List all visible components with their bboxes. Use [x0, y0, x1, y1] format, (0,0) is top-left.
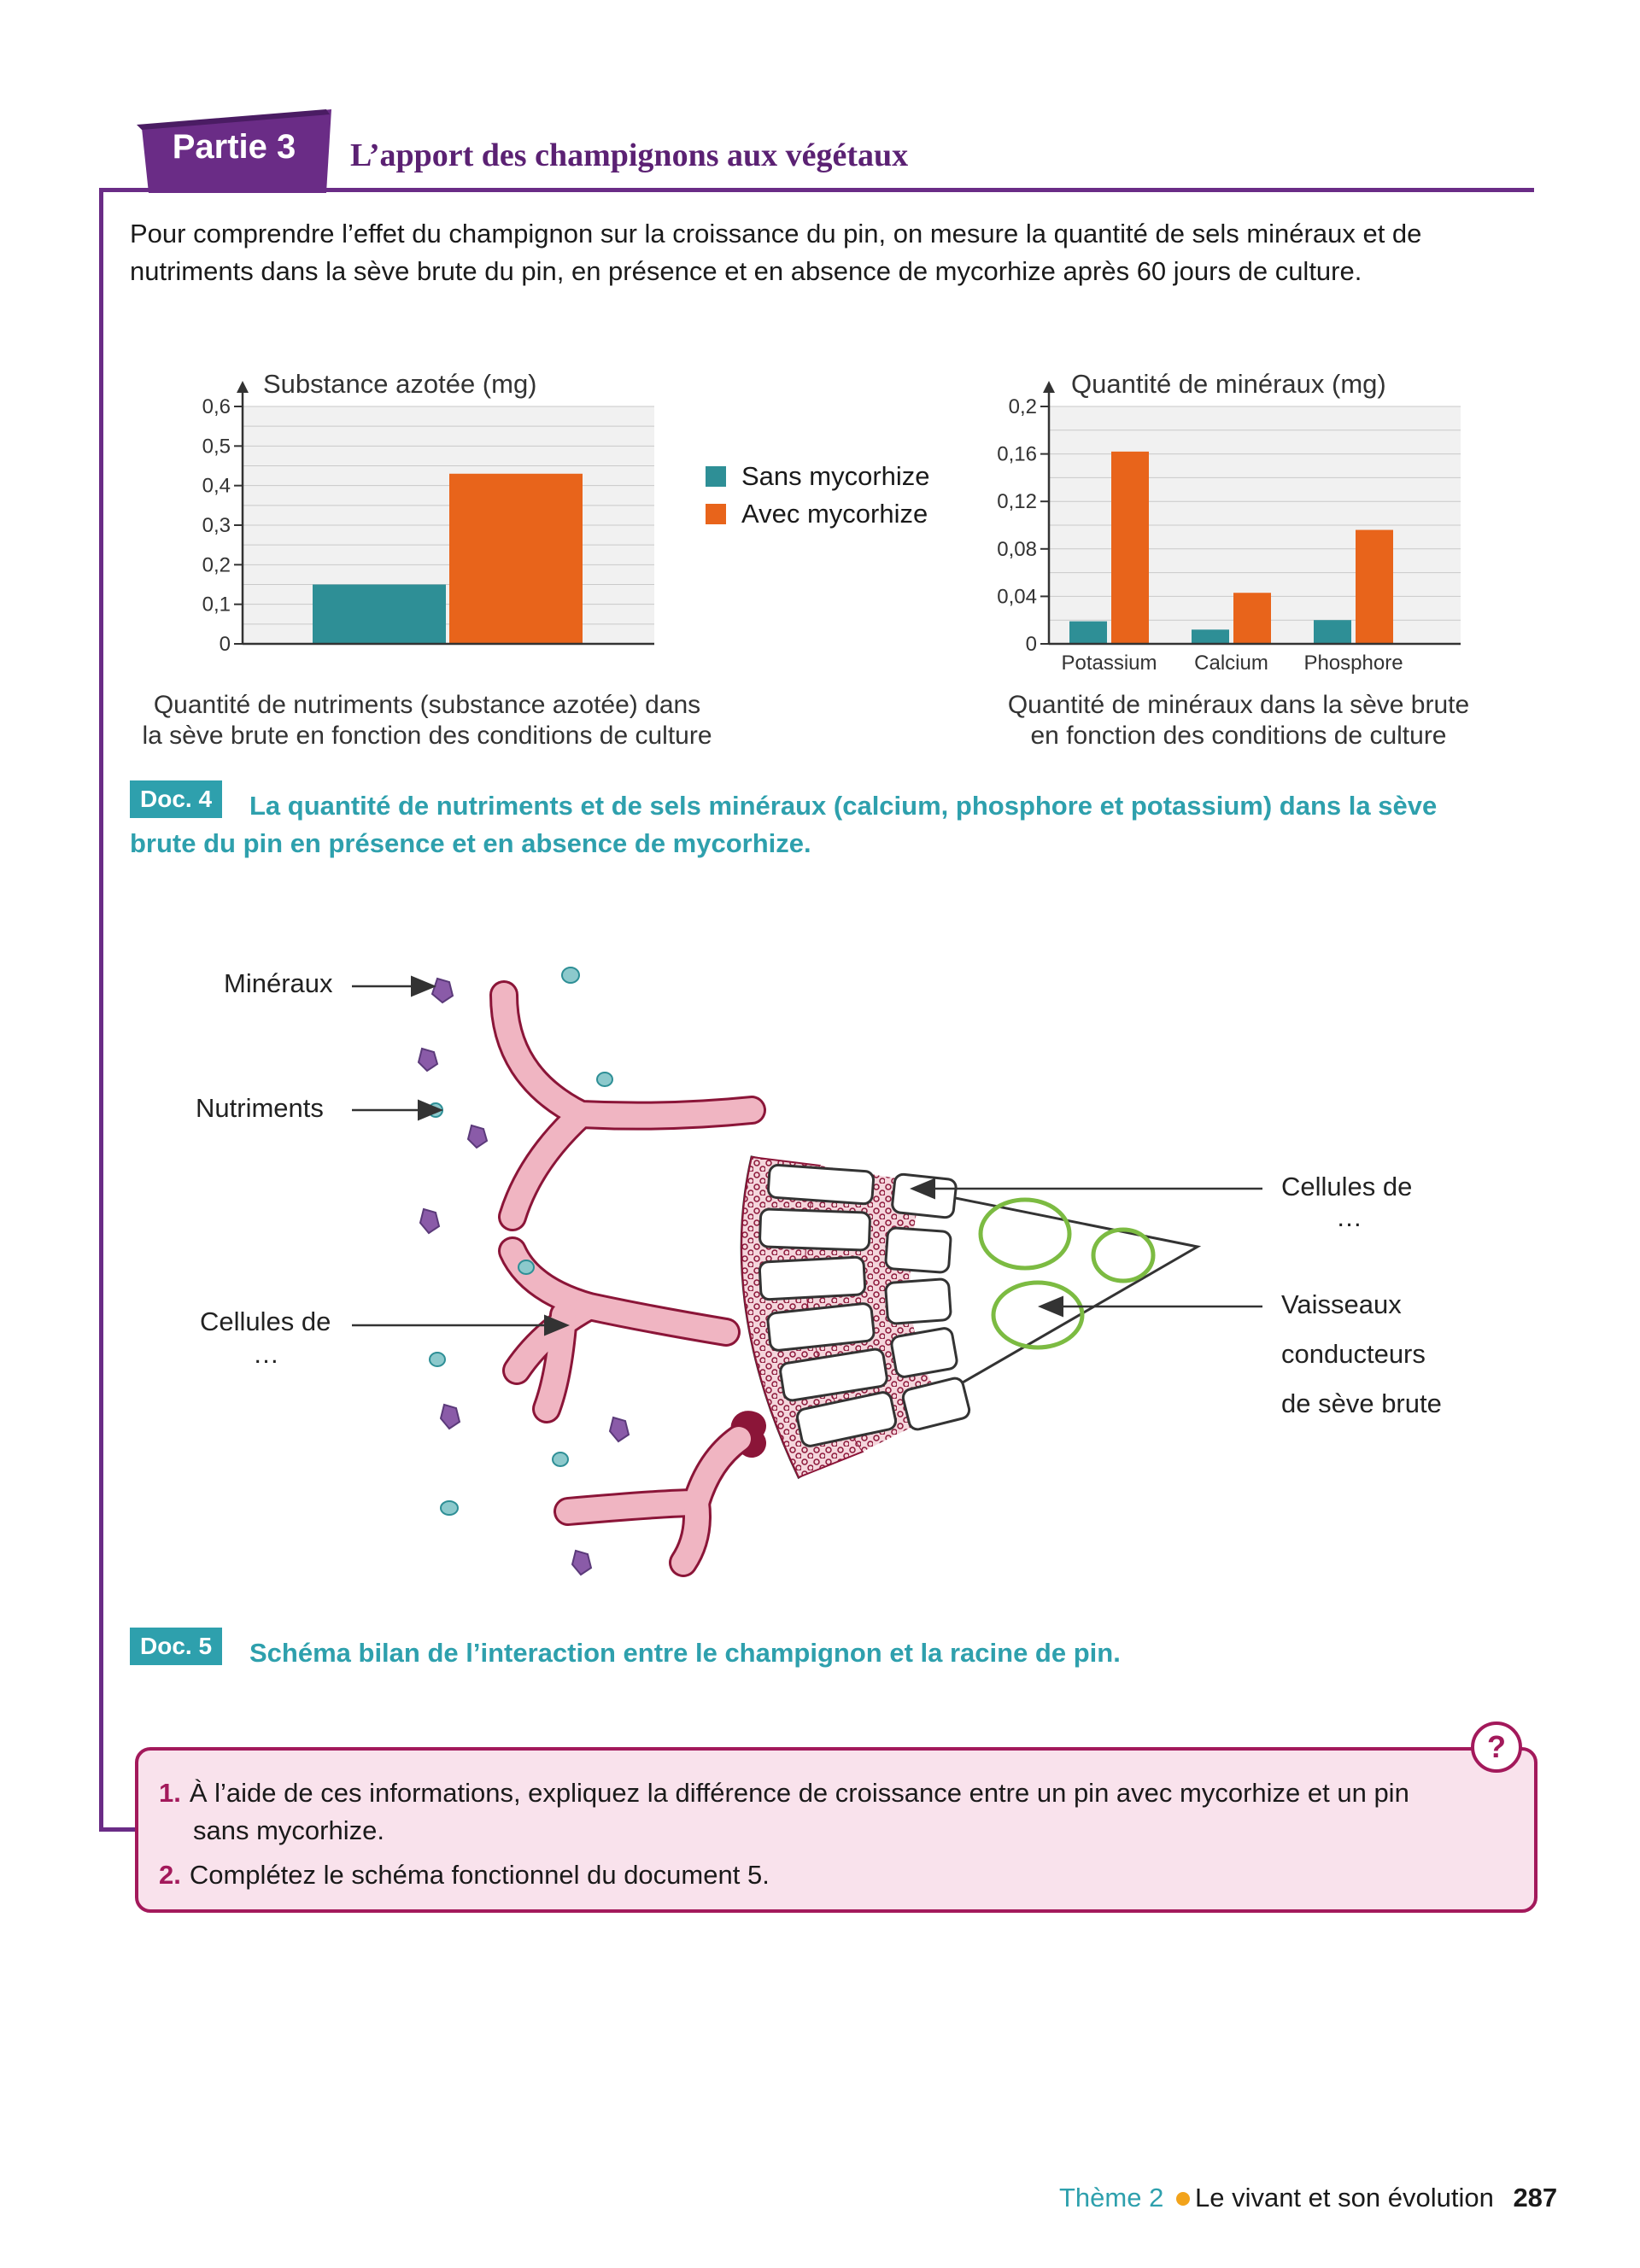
intro-paragraph: Pour comprendre l’effet du champignon sur la croissance du pin, on mesure la quantité de sels minéraux et de nutriments dans la sève brute du pin, en présence et en absence de mycorhize après 60 jours de culture.	[130, 219, 1422, 286]
ytick-label: 0	[1025, 633, 1037, 656]
part-label: Partie 3	[172, 128, 296, 166]
nutrient-particles	[429, 967, 612, 1515]
bar	[1069, 622, 1107, 644]
doc4-caption-line1: La quantité de nutriments et de sels minéraux (calcium, phosphore et potassium) dans la sève	[249, 791, 1438, 821]
ytick-label: 0,16	[997, 442, 1037, 466]
question-help-icon: ?	[1471, 1721, 1522, 1773]
label-nutrients: Nutriments	[196, 1093, 324, 1123]
chart-minerals-caption	[974, 690, 1503, 751]
ytick-label: 0,04	[997, 585, 1037, 609]
chart-minerals-categories	[1061, 652, 1403, 675]
question-1-line1: À l’aide de ces informations, expliquez la différence de croissance entre un pin avec mycorhize et un pin	[189, 1778, 1409, 1808]
chart-minerals-caption-line2: en fonction des conditions de culture	[1030, 722, 1447, 750]
question-2	[159, 1856, 1508, 1894]
chart-minerals	[974, 359, 1486, 675]
legend-label-avec: Avec mycorhize	[741, 499, 928, 529]
ytick-label: 0,6	[202, 395, 231, 418]
category-label: Calcium	[1194, 652, 1268, 675]
chart-minerals-ylabel: Quantité de minéraux (mg)	[1071, 369, 1386, 399]
question-1-line2: sans mycorhize.	[193, 1815, 384, 1845]
label-cells-left-1: Cellules de	[200, 1306, 331, 1336]
doc5-caption: Schéma bilan de l’interaction entre le champignon et la racine de pin.	[249, 1638, 1121, 1668]
doc4-tag: Doc. 4	[130, 780, 222, 818]
question-1	[159, 1774, 1508, 1812]
footer-page-number: 287	[1513, 2183, 1558, 2212]
question-2-number: 2.	[159, 1860, 181, 1890]
label-vessels-3: de sève brute	[1281, 1388, 1442, 1418]
label-vessels-2: conducteurs	[1281, 1339, 1426, 1369]
legend-label-sans: Sans mycorhize	[741, 461, 930, 491]
chart-nutrients	[171, 359, 666, 675]
conducting-vessels	[981, 1200, 1153, 1347]
chart-nutrients-ticks	[202, 395, 243, 656]
bar	[449, 474, 583, 644]
question-1-number: 1.	[159, 1778, 181, 1808]
chart-nutrients-caption-line1: Quantité de nutriments (substance azotée) dans	[153, 691, 701, 719]
chart-minerals-ticks	[997, 395, 1049, 656]
chart-nutrients-caption-line2: la sève brute en fonction des conditions de culture	[142, 722, 712, 750]
legend-item-avec	[706, 495, 930, 533]
ytick-label: 0,4	[202, 474, 231, 498]
label-cells-right-2: …	[1336, 1202, 1362, 1232]
category-label: Phosphore	[1303, 652, 1403, 675]
bar	[1111, 452, 1149, 644]
ytick-label: 0,3	[202, 514, 231, 537]
ytick-label: 0,2	[202, 553, 231, 577]
ytick-label: 0,12	[997, 490, 1037, 514]
ytick-label: 0,2	[1008, 395, 1037, 418]
legend-swatch-avec	[706, 504, 726, 524]
chart-nutrients-grid	[243, 406, 654, 644]
label-vessels-1: Vaisseaux	[1281, 1289, 1402, 1319]
fungal-hyphae	[504, 995, 752, 1563]
footer-theme: Thème 2	[1059, 2183, 1164, 2212]
footer-dot-icon	[1176, 2192, 1190, 2206]
frame-bottom-rule	[99, 1827, 140, 1832]
part-title: L’apport des champignons aux végétaux	[350, 137, 909, 173]
doc4-caption-line2: brute du pin en présence et en absence de mycorhize.	[130, 828, 811, 858]
category-label: Potassium	[1061, 652, 1157, 675]
root-section	[741, 1157, 1198, 1477]
ytick-label: 0,5	[202, 435, 231, 459]
ytick-label: 0,1	[202, 593, 231, 617]
doc5-tag: Doc. 5	[130, 1628, 222, 1665]
bar	[1314, 620, 1351, 644]
chart-nutrients-caption	[128, 690, 726, 751]
bar	[1233, 593, 1271, 644]
bar	[313, 585, 446, 645]
label-cells-left-2: …	[253, 1339, 279, 1369]
footer-title: Le vivant et son évolution	[1194, 2183, 1494, 2212]
mineral-particles	[419, 979, 629, 1575]
frame-left-rule	[99, 188, 103, 1832]
legend	[706, 458, 930, 533]
ytick-label: 0	[219, 633, 231, 656]
cortex-cells	[759, 1165, 971, 1447]
label-cells-right-1: Cellules de	[1281, 1172, 1413, 1201]
legend-swatch-sans	[706, 466, 726, 487]
question-box	[135, 1747, 1538, 1913]
chart-nutrients-ylabel: Substance azotée (mg)	[263, 369, 537, 399]
bar	[1192, 629, 1229, 644]
chart-minerals-caption-line1: Quantité de minéraux dans la sève brute	[1007, 691, 1470, 719]
legend-item-sans	[706, 458, 930, 495]
bar	[1356, 530, 1393, 644]
label-arrows	[352, 986, 1262, 1325]
ytick-label: 0,08	[997, 537, 1037, 561]
question-2-line1: Complétez le schéma fonctionnel du document 5.	[189, 1860, 770, 1890]
label-minerals: Minéraux	[224, 968, 333, 998]
footer	[1059, 2183, 1557, 2213]
